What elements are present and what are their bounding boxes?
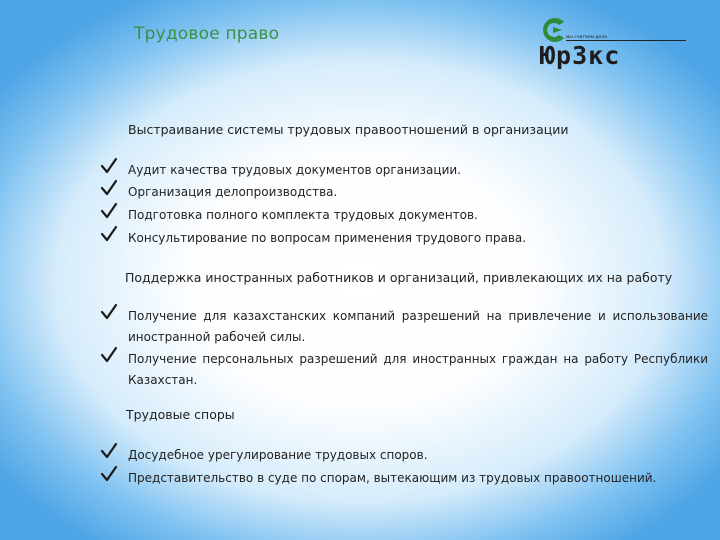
- list-item-text: Получение для казахстанских компаний разрешений на привлечение и использование иностранной рабочей силы.: [128, 309, 708, 344]
- list-item-text: Получение персональных разрешений для иностранных граждан на работу Республики Казахстан.: [128, 352, 708, 387]
- section-heading-labor-system: Выстраивание системы трудовых правоотношений в организации: [128, 122, 569, 137]
- logo-c-icon: [538, 16, 568, 44]
- section-heading-labor-disputes: Трудовые споры: [126, 407, 235, 422]
- page-title: Трудовое право: [134, 24, 280, 44]
- list-item-text: Аудит качества трудовых документов организации.: [128, 163, 461, 177]
- checkmark-icon: [100, 303, 118, 321]
- checkmark-icon: [100, 225, 118, 243]
- list-item-text: Представительство в суде по спорам, вытекающим из трудовых правоотношений.: [128, 471, 657, 485]
- list-item-text: Досудебное урегулирование трудовых споров.: [128, 448, 428, 462]
- list-item-text: Консультирование по вопросам применения трудового права.: [128, 231, 527, 245]
- section-heading-foreign-workers: Поддержка иностранных работников и организаций, привлекающих их на работу: [125, 270, 673, 285]
- company-logo: [538, 16, 688, 70]
- logo-tagline: мы считаем дела: [566, 35, 686, 41]
- checkmark-icon: [100, 157, 118, 175]
- list-item-text: Организация делопроизводства.: [128, 185, 338, 199]
- logo-wordmark: Юр3кс: [540, 41, 621, 70]
- checkmark-icon: [100, 202, 118, 220]
- checkmark-icon: [100, 465, 118, 483]
- checkmark-icon: [100, 179, 118, 197]
- checkmark-icon: [100, 442, 118, 460]
- checkmark-icon: [100, 346, 118, 364]
- list-item-text: Подготовка полного комплекта трудовых документов.: [128, 208, 478, 222]
